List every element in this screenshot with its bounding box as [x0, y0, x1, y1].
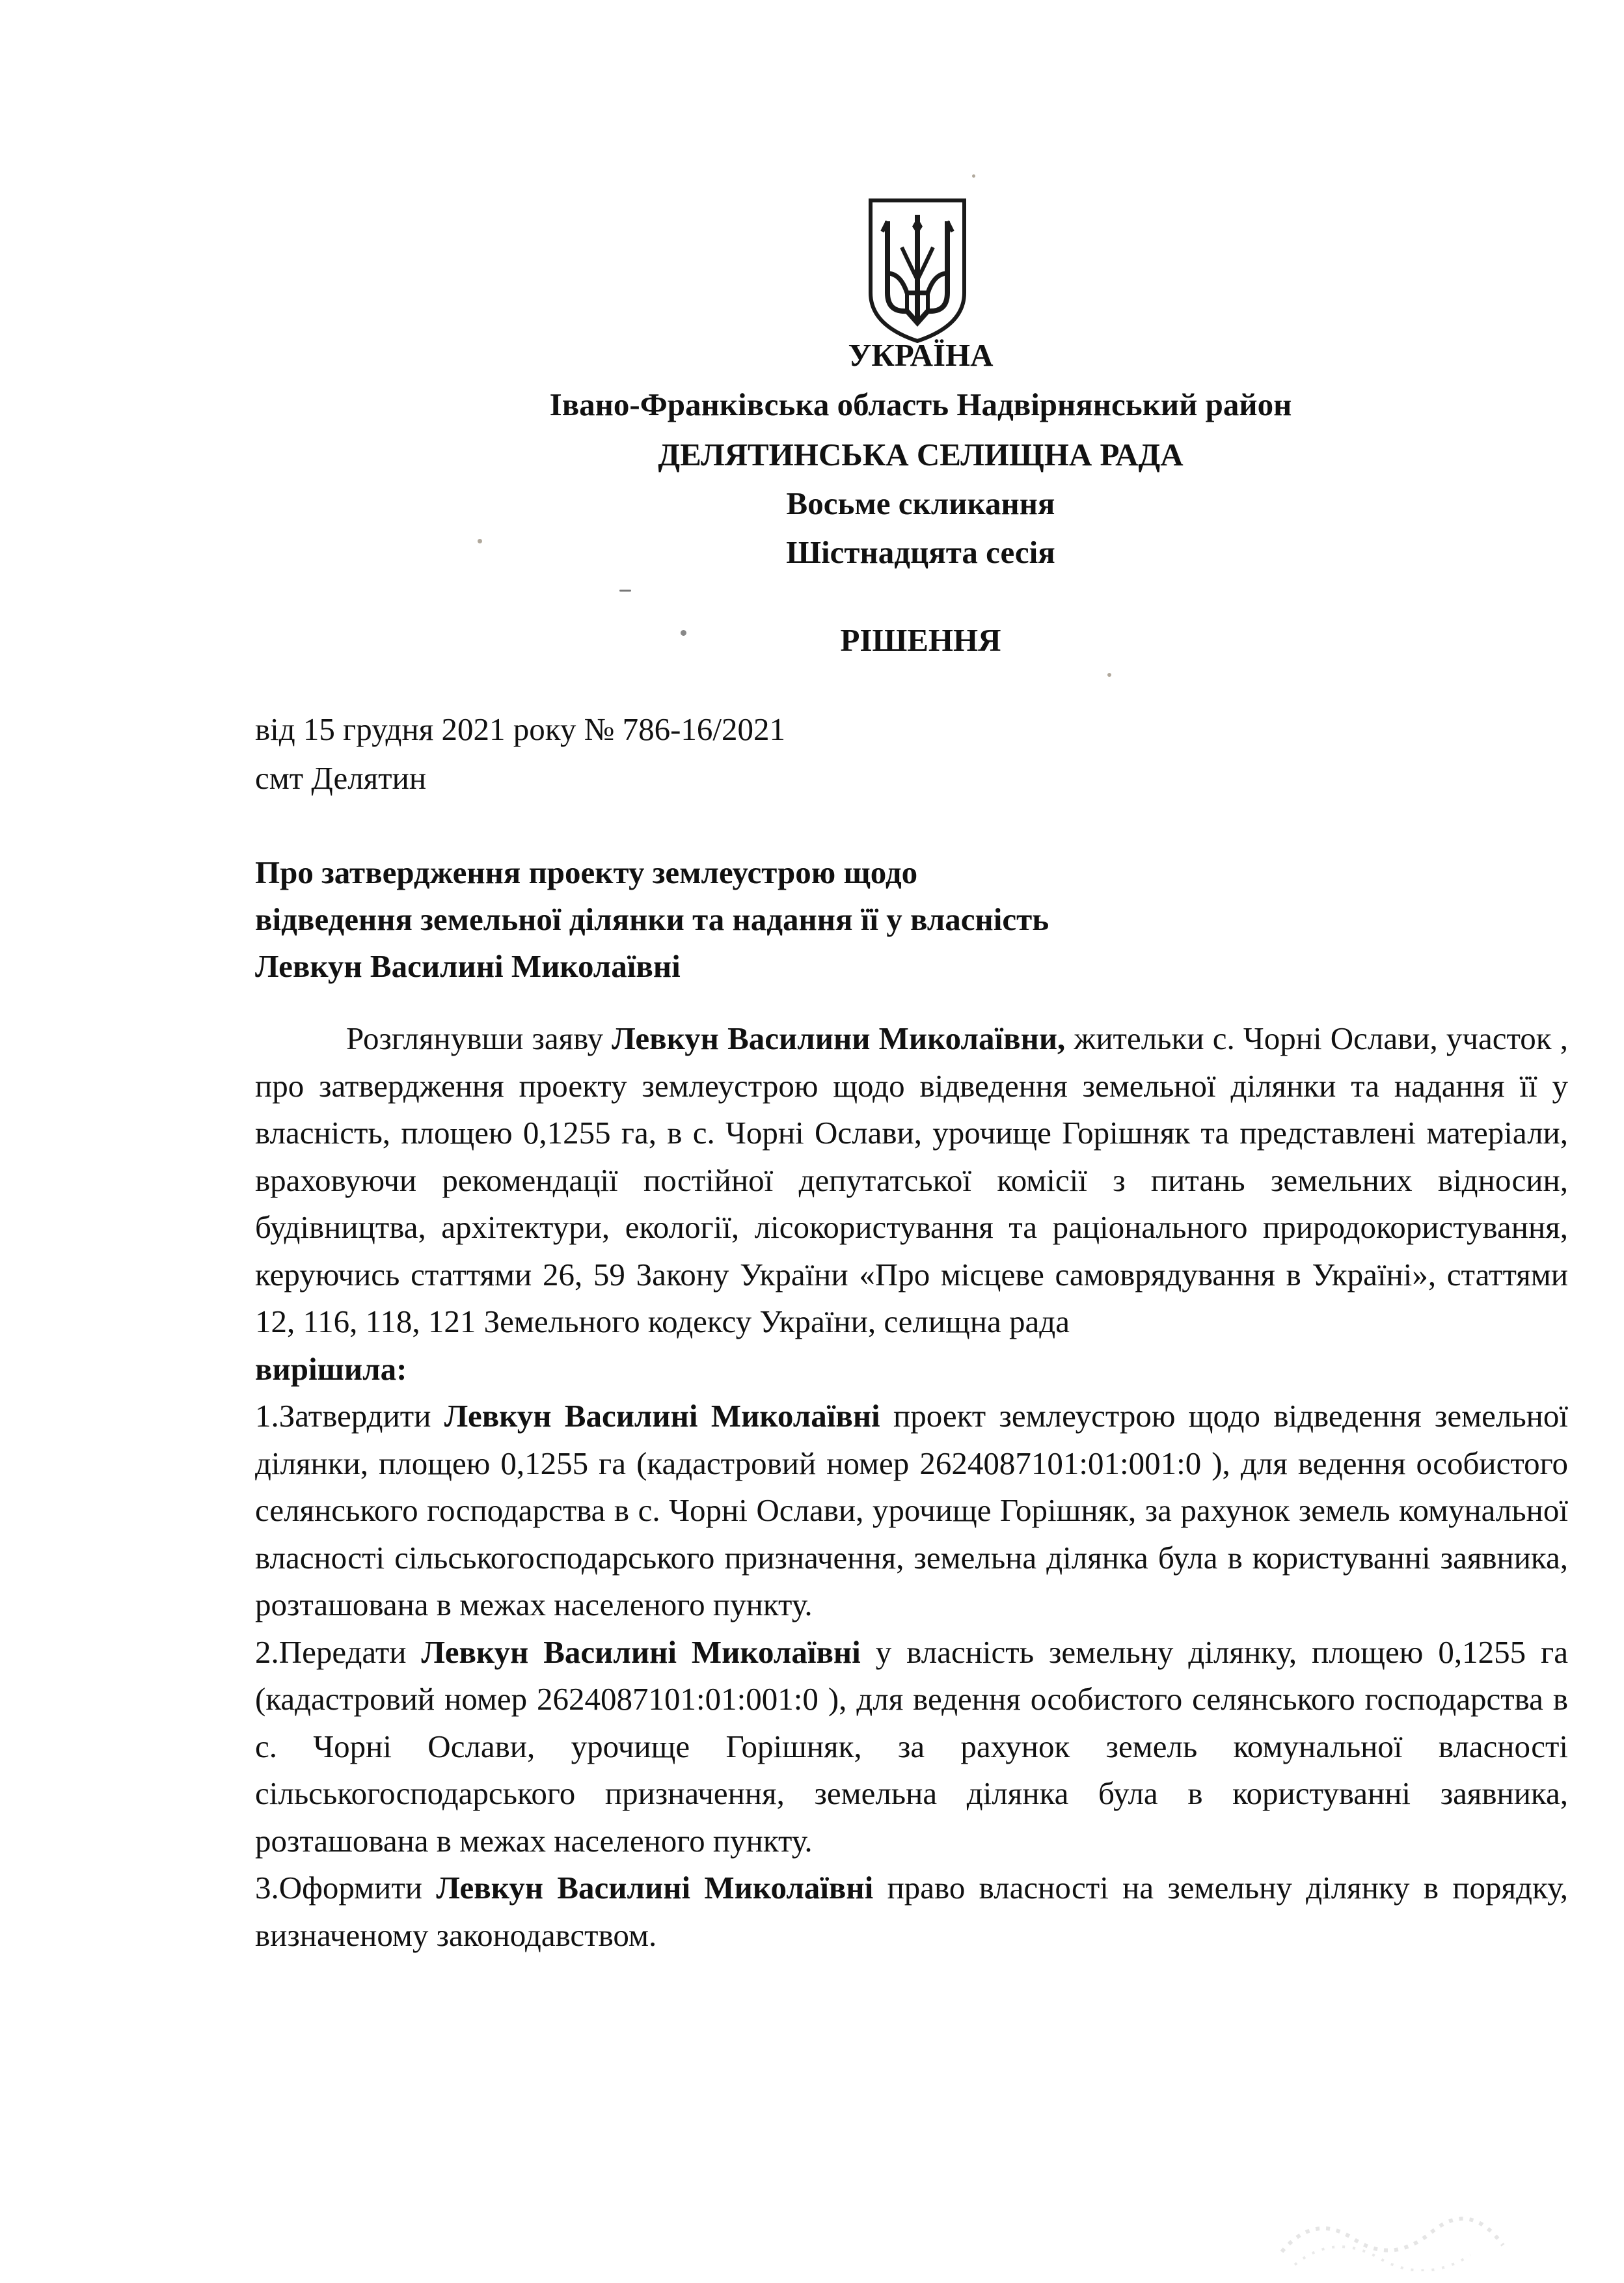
- header-convocation: Восьме скликання: [786, 485, 1055, 521]
- item-name: Левкун Василині Миколаївні: [421, 1634, 861, 1670]
- subject-line-3: Левкун Василині Миколаївні: [255, 948, 681, 984]
- scan-speck: [972, 174, 975, 178]
- preamble-paragraph: [255, 1015, 1568, 1346]
- trident-coat-of-arms-icon: [865, 195, 969, 345]
- subject-line-2: відведення земельної ділянки та надання її у власність: [255, 901, 1049, 937]
- decision-date-number: від 15 грудня 2021 року № 786-16/2021: [255, 711, 786, 747]
- header-region: Івано-Франківська область Надвірнянський район: [549, 387, 1292, 422]
- decision-item-2: [255, 1629, 1568, 1865]
- scan-speck: [1107, 673, 1111, 677]
- decision-subject: [255, 849, 1361, 990]
- item-lead: 1.Затвердити: [255, 1398, 444, 1434]
- subject-line-1: Про затвердження проекту землеустрою щодо: [255, 854, 918, 890]
- document-title: РІШЕННЯ: [840, 622, 1001, 658]
- decision-body: [255, 1015, 1568, 1959]
- decided-label: вирішила:: [255, 1350, 407, 1387]
- scan-speck: [619, 590, 631, 592]
- decision-place: смт Делятин: [255, 760, 427, 796]
- preamble-text-rest: жительки с. Чорні Ослави, участок , про затвердження проекту землеустрою щодо відведення земельної ділянки та надання її у власність, площею 0,1255 га, в с. Чорні Ослави, урочище Горішняк та представлені матеріали, враховуючи рекомендації постійної депутатської комісії з питань земельних відносин, будівництва, архітектури, екології, лісокористування та раціонального природокористування, керуючись статтями 26, 59 Закону України «Про місцеве самоврядування в Україні», статтями 12, 116, 118, 121 Земельного кодексу України, селищна рада: [255, 1020, 1568, 1339]
- scan-smudge: [1275, 2200, 1509, 2271]
- applicant-name: Левкун Василини Миколаївни,: [612, 1020, 1066, 1056]
- item-text: проект землеустрою щодо відведення земельної ділянки, площею 0,1255 га (кадастровий номер 2624087101:01:001:0 ), для ведення особистого селянського господарства в с. Чорні Ослави, урочище Горішняк, за рахунок земель комунальної власності сільськогосподарського призначення, земельна ділянка була в користуванні заявника, розташована в межах населеного пункту.: [255, 1398, 1569, 1622]
- header-country: УКРАЇНА: [848, 337, 994, 373]
- scan-speck: [681, 630, 686, 636]
- item-name: Левкун Василині Миколаївні: [444, 1398, 880, 1434]
- header-session: Шістнадцята сесія: [786, 534, 1055, 570]
- item-text: у власність земельну ділянку, площею 0,1255 га (кадастровий номер 2624087101:01:001:0 ), для ведення особистого селянського господарства в с. Чорні Ослави, урочище Горішняк, за рахунок земель комунальної власності сільськогосподарського призначення, земельна ділянка була в користуванні заявника, розташована в межах населеного пункту.: [255, 1634, 1568, 1859]
- item-name: Левкун Василині Миколаївні: [436, 1870, 874, 1906]
- scan-speck: [478, 539, 482, 543]
- preamble-text-start: Розглянувши заяву: [346, 1020, 612, 1056]
- decision-item-3: [255, 1865, 1568, 1959]
- item-text: право власності на земельну ділянку в порядку, визначеному законодавством.: [255, 1870, 1568, 1953]
- decision-item-1: [255, 1393, 1568, 1629]
- header-council: ДЕЛЯТИНСЬКА СЕЛИЩНА РАДА: [658, 437, 1184, 472]
- item-lead: 3.Оформити: [255, 1870, 437, 1906]
- item-lead: 2.Передати: [255, 1634, 422, 1670]
